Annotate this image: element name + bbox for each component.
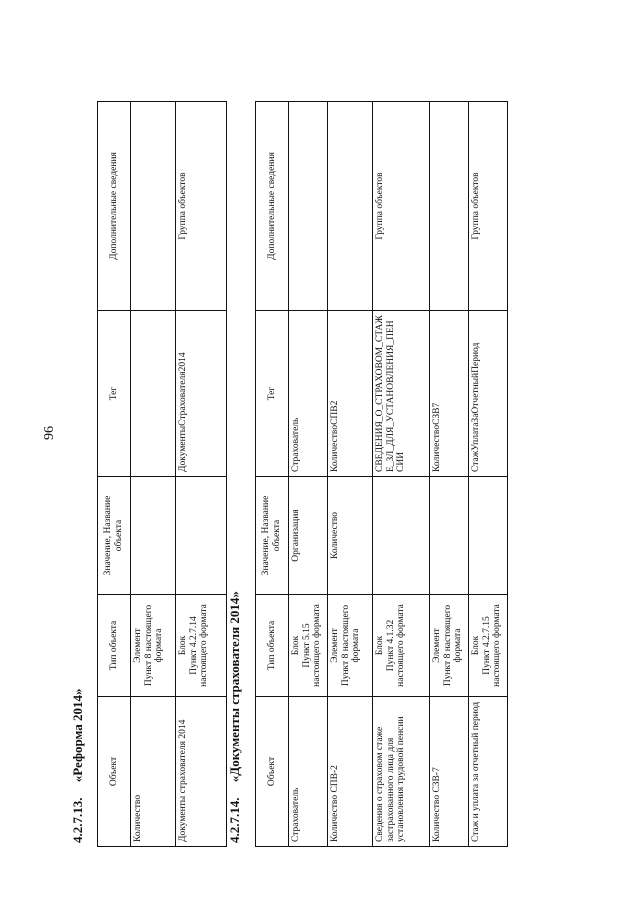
cell-tag: КоличествоСЗВ7 bbox=[430, 311, 469, 477]
cell-type: Блок Пункт 4.2.7.14 настоящего формата bbox=[176, 595, 227, 697]
header-type: Тип объекта bbox=[256, 595, 289, 697]
cell-object: Сведения о страховом стаже застрахованного лица для установления трудовой пенсии bbox=[373, 697, 430, 847]
cell-extra: Группа объектов bbox=[469, 102, 508, 311]
cell-extra bbox=[328, 102, 373, 311]
table-row bbox=[176, 102, 227, 847]
cell-object: Количество СЗВ-7 bbox=[430, 697, 469, 847]
cell-tag: КоличествоСПВ2 bbox=[328, 311, 373, 477]
header-object: Объект bbox=[256, 697, 289, 847]
section-number: 4.2.7.13. bbox=[70, 797, 85, 843]
header-extra: Дополнительные сведения bbox=[256, 102, 289, 311]
cell-type: Элемент Пункт 8 настоящего формата bbox=[430, 595, 469, 697]
table-header-row bbox=[98, 102, 131, 847]
page-number: 96 bbox=[42, 426, 57, 440]
table-header-row bbox=[256, 102, 289, 847]
cell-tag: СВЕДЕНИЯ_О_СТРАХОВОМ_СТАЖЕ_ЗЛ_ДЛЯ_УСТАНОВЛЕНИЯ_ПЕНСИИ bbox=[373, 311, 430, 477]
section-title-insurer-documents-2014 bbox=[227, 591, 243, 843]
cell-tag: Страхователь bbox=[289, 311, 328, 477]
cell-tag: ДокументыСтрахователя2014 bbox=[176, 311, 227, 477]
cell-extra: Группа объектов bbox=[373, 102, 430, 311]
reform-2014-table bbox=[97, 101, 227, 847]
cell-type: Элемент Пункт 8 настоящего формата bbox=[131, 595, 176, 697]
header-value: Значение, Название объекта bbox=[98, 477, 131, 595]
cell-type: Блок Пункт 5.15 настоящего формата bbox=[289, 595, 328, 697]
cell-value bbox=[131, 477, 176, 595]
cell-type: Блок Пункт 4.2.7.15 настоящего формата bbox=[469, 595, 508, 697]
cell-object: Стаж и уплата за отчетный период bbox=[469, 697, 508, 847]
cell-object: Документы страхователя 2014 bbox=[176, 697, 227, 847]
cell-type: Блок Пункт 4.1.32 настоящего формата bbox=[373, 595, 430, 697]
cell-type: Элемент Пункт 8 настоящего формата bbox=[328, 595, 373, 697]
table-row bbox=[430, 102, 469, 847]
insurer-documents-2014-table bbox=[255, 101, 508, 847]
header-object: Объект bbox=[98, 697, 131, 847]
cell-tag bbox=[131, 311, 176, 477]
header-type: Тип объекта bbox=[98, 595, 131, 697]
section-name: «Реформа 2014» bbox=[70, 688, 85, 783]
section-title-reform-2014 bbox=[70, 689, 86, 844]
cell-value bbox=[469, 477, 508, 595]
cell-extra: Группа объектов bbox=[176, 102, 227, 311]
cell-extra bbox=[430, 102, 469, 311]
cell-extra bbox=[131, 102, 176, 311]
cell-object: Количество bbox=[131, 697, 176, 847]
cell-object: Страхователь bbox=[289, 697, 328, 847]
cell-value bbox=[176, 477, 227, 595]
cell-value bbox=[373, 477, 430, 595]
cell-tag: СтажУплатаЗаОтчетныйПериод bbox=[469, 311, 508, 477]
table-row bbox=[328, 102, 373, 847]
table-row bbox=[289, 102, 328, 847]
cell-value: Количество bbox=[328, 477, 373, 595]
table-row bbox=[131, 102, 176, 847]
table-row bbox=[373, 102, 430, 847]
cell-value bbox=[430, 477, 469, 595]
header-tag: Тег bbox=[256, 311, 289, 477]
section-number: 4.2.7.14. bbox=[227, 797, 242, 843]
header-tag: Тег bbox=[98, 311, 131, 477]
header-extra: Дополнительные сведения bbox=[98, 102, 131, 311]
cell-extra bbox=[289, 102, 328, 311]
cell-value: Организация bbox=[289, 477, 328, 595]
header-value: Значение, Название объекта bbox=[256, 477, 289, 595]
cell-object: Количество СПВ-2 bbox=[328, 697, 373, 847]
table-row bbox=[469, 102, 508, 847]
section-name: «Документы страхователя 2014» bbox=[227, 591, 242, 783]
